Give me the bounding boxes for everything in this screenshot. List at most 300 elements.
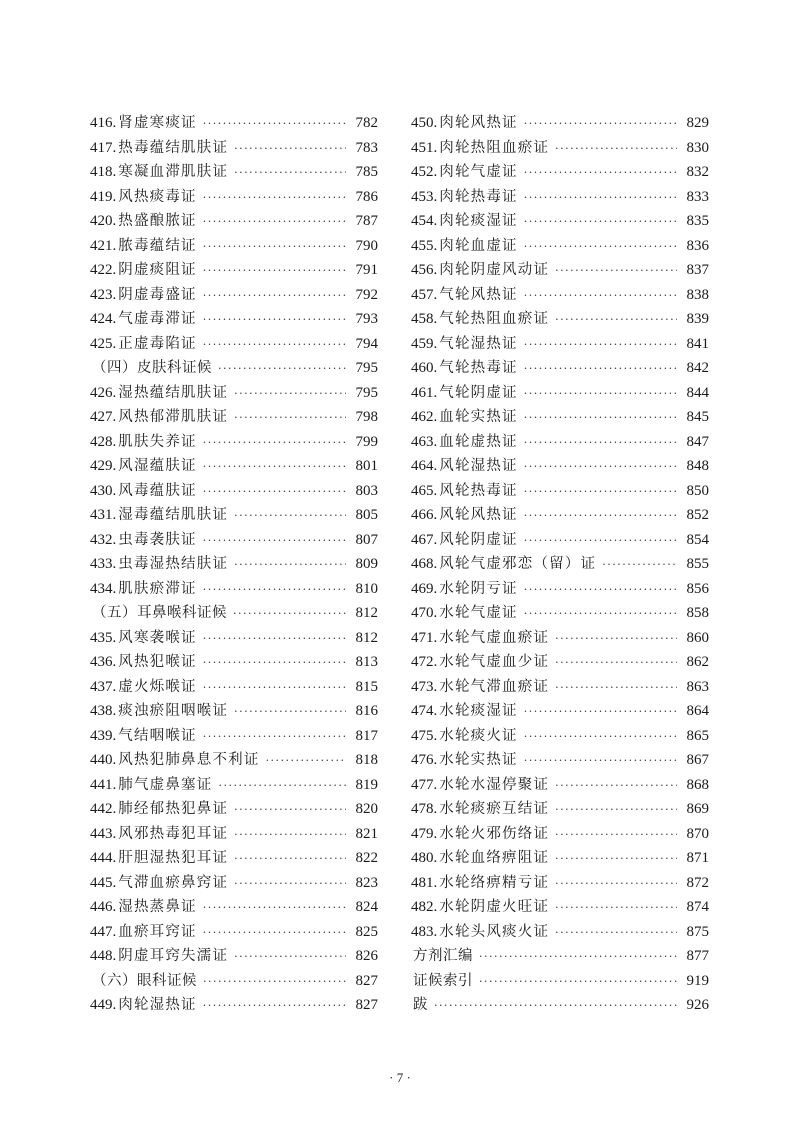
toc-entry[interactable]	[411, 675, 709, 700]
dot-leader	[218, 357, 346, 382]
entry-title: 脓毒蕴结证	[118, 237, 197, 254]
toc-entry[interactable]	[90, 234, 378, 259]
entry-page-number: 833	[686, 188, 709, 205]
toc-entry[interactable]	[90, 871, 378, 896]
entry-page-number: 827	[355, 972, 378, 989]
entry-title: 水轮水湿停聚证	[439, 776, 550, 793]
entry-page-number: 785	[355, 164, 378, 180]
dot-leader	[234, 504, 346, 529]
entry-title: 气轮湿热证	[439, 335, 518, 352]
entry-number: 477.	[411, 776, 438, 793]
entry-number: 476.	[411, 752, 438, 768]
entry-title: 水轮痰火证	[439, 727, 518, 744]
entry-page-number: 803	[355, 482, 378, 499]
toc-entry[interactable]	[411, 552, 709, 577]
toc-entry[interactable]	[90, 822, 378, 847]
toc-entry[interactable]	[90, 675, 378, 700]
dot-leader	[479, 970, 677, 995]
entry-page-number: 819	[355, 776, 378, 793]
dot-leader	[203, 921, 346, 946]
entry-title: 风轮风热证	[439, 507, 518, 523]
dot-leader	[203, 235, 346, 260]
entry-number: 416.	[90, 115, 117, 131]
entry-page-number: 818	[355, 752, 378, 768]
toc-entry[interactable]	[90, 430, 378, 455]
toc-entry[interactable]	[90, 626, 378, 651]
dot-leader	[234, 847, 346, 872]
toc-entry[interactable]	[90, 650, 378, 675]
entry-page-number: 863	[686, 678, 709, 695]
entry-number: 449.	[90, 997, 117, 1013]
dot-leader	[234, 700, 346, 725]
entry-page-number: 874	[686, 899, 709, 915]
dot-leader	[524, 749, 677, 774]
entry-page-number: 795	[355, 384, 378, 401]
toc-entry[interactable]	[90, 724, 378, 749]
entry-title: 水轮气虚证	[439, 605, 518, 621]
toc-entry[interactable]	[90, 993, 378, 1018]
entry-page-number: 783	[355, 139, 378, 156]
entry-title: 风热郁滞肌肤证	[118, 409, 229, 425]
entry-title: 气结咽喉证	[118, 727, 197, 744]
dot-leader	[203, 284, 346, 309]
toc-entry[interactable]	[411, 111, 709, 136]
dot-leader	[203, 480, 346, 505]
section-title: 方剂汇编	[413, 948, 473, 964]
toc-entry[interactable]	[90, 944, 378, 969]
entry-number: 429.	[90, 458, 117, 474]
toc-entry[interactable]	[90, 381, 378, 406]
toc-section-heading[interactable]	[411, 969, 709, 994]
entry-title: 风湿蕴肤证	[118, 458, 197, 474]
entry-number: 467.	[411, 531, 438, 548]
dot-leader	[203, 994, 346, 1019]
entry-number: 445.	[90, 874, 117, 891]
dot-leader	[524, 235, 677, 260]
entry-title: 虫毒湿热结肤证	[118, 556, 229, 572]
entry-page-number: 844	[686, 384, 709, 401]
dot-leader	[203, 186, 346, 211]
dot-leader	[203, 578, 346, 603]
toc-entry[interactable]	[411, 822, 709, 847]
toc-entry[interactable]	[411, 773, 709, 798]
entry-title: 气轮风热证	[439, 286, 518, 303]
toc-entry[interactable]	[411, 699, 709, 724]
dot-leader	[203, 455, 346, 480]
entry-number: 480.	[411, 850, 438, 866]
dot-leader	[524, 431, 677, 456]
dot-leader	[479, 945, 677, 970]
dot-leader	[234, 945, 346, 970]
entry-page-number: 824	[355, 899, 378, 915]
entry-page-number: 821	[355, 825, 378, 842]
toc-entry[interactable]	[411, 601, 709, 626]
dot-leader	[203, 970, 346, 995]
entry-page-number: 870	[686, 825, 709, 842]
entry-number: 465.	[411, 482, 438, 499]
dot-leader	[524, 480, 677, 505]
entry-page-number: 842	[686, 360, 709, 376]
toc-entry[interactable]	[90, 920, 378, 945]
entry-page-number: 847	[686, 433, 709, 450]
dot-leader	[234, 823, 346, 848]
entry-page-number: 872	[686, 874, 709, 891]
toc-entry[interactable]	[90, 846, 378, 871]
entry-page-number: 812	[355, 629, 378, 646]
entry-title: 水轮气虚血少证	[439, 654, 550, 670]
entry-title: 热盛酿脓证	[118, 213, 197, 229]
entry-title: 风邪热毒犯耳证	[118, 825, 229, 842]
toc-entry[interactable]	[90, 699, 378, 724]
entry-page-number: 868	[686, 776, 709, 793]
dot-leader	[524, 284, 677, 309]
entry-number: 470.	[411, 605, 438, 621]
toc-entry[interactable]	[411, 258, 709, 283]
dot-leader	[524, 161, 677, 186]
entry-title: 水轮气滞血瘀证	[439, 678, 550, 695]
entry-page-number: 845	[686, 409, 709, 425]
toc-entry[interactable]	[411, 356, 709, 381]
entry-page-number: 782	[355, 115, 378, 131]
entry-title: 气虚毒滞证	[118, 311, 197, 327]
toc-entry[interactable]	[411, 626, 709, 651]
toc-entry[interactable]	[90, 528, 378, 553]
entry-title: 气轮热毒证	[439, 360, 518, 376]
toc-entry[interactable]	[411, 307, 709, 332]
entry-number: 460.	[411, 360, 438, 376]
entry-title: 阴虚耳窍失濡证	[118, 948, 229, 964]
entry-number: 441.	[90, 776, 117, 793]
entry-page-number: 855	[686, 556, 709, 572]
dot-leader	[218, 774, 346, 799]
entry-page-number: 787	[355, 213, 378, 229]
entry-number: 423.	[90, 286, 117, 303]
entry-page-number: 836	[686, 237, 709, 254]
entry-title: 热毒蕴结肌肤证	[118, 139, 229, 156]
toc-entry[interactable]	[90, 405, 378, 430]
dot-leader	[555, 847, 677, 872]
entry-title: 肉轮血虚证	[439, 237, 518, 254]
toc-entry[interactable]	[411, 283, 709, 308]
dot-leader	[203, 529, 346, 554]
toc-entry[interactable]	[90, 552, 378, 577]
toc-section-heading[interactable]	[90, 969, 378, 994]
dot-leader	[555, 798, 677, 823]
toc-entry[interactable]	[90, 577, 378, 602]
entry-title: 气滞血瘀鼻窍证	[118, 874, 229, 891]
entry-number: 479.	[411, 825, 438, 842]
entry-number: 472.	[411, 654, 438, 670]
toc-right-column	[411, 111, 709, 1018]
dot-leader	[524, 578, 677, 603]
dot-leader	[203, 112, 346, 137]
toc-entry[interactable]	[90, 748, 378, 773]
entry-title: 水轮头风痰火证	[439, 923, 550, 940]
entry-title: 水轮阴虚火旺证	[439, 899, 550, 915]
toc-entry[interactable]	[411, 528, 709, 553]
entry-number: 469.	[411, 580, 438, 597]
entry-title: 肌肤瘀滞证	[118, 580, 197, 597]
entry-number: 454.	[411, 213, 438, 229]
dot-leader	[524, 333, 677, 358]
dot-leader	[234, 161, 346, 186]
entry-page-number: 798	[355, 409, 378, 425]
toc-entry[interactable]	[411, 503, 709, 528]
toc-entry[interactable]	[90, 111, 378, 136]
entry-number: 457.	[411, 286, 438, 303]
entry-title: 血轮虚热证	[439, 433, 518, 450]
entry-page-number: 838	[686, 286, 709, 303]
dot-leader	[203, 651, 346, 676]
entry-page-number: 926	[686, 997, 709, 1013]
dot-leader	[555, 308, 677, 333]
entry-number: 426.	[90, 384, 117, 401]
page-number: · 7 ·	[389, 1070, 411, 1085]
entry-title: 水轮络痹精亏证	[439, 874, 550, 891]
entry-title: 水轮实热证	[439, 752, 518, 768]
dot-leader	[524, 112, 677, 137]
entry-number: 438.	[90, 703, 117, 719]
toc-entry[interactable]	[90, 307, 378, 332]
entry-title: 气轮阴虚证	[439, 384, 518, 401]
entry-number: 451.	[411, 139, 438, 156]
entry-number: 450.	[411, 115, 438, 131]
toc-entry[interactable]	[411, 185, 709, 210]
entry-page-number: 820	[355, 801, 378, 817]
entry-page-number: 793	[355, 311, 378, 327]
entry-page-number: 795	[355, 360, 378, 376]
entry-page-number: 919	[686, 972, 709, 989]
dot-leader	[234, 798, 346, 823]
dot-leader	[524, 210, 677, 235]
entry-title: 阴虚毒盛证	[118, 286, 197, 303]
toc-section-heading[interactable]	[411, 944, 709, 969]
dot-leader	[524, 602, 677, 627]
entry-title: 水轮气虚血瘀证	[439, 629, 550, 646]
dot-leader	[203, 308, 346, 333]
toc-entry[interactable]	[90, 332, 378, 357]
toc-entry[interactable]	[90, 160, 378, 185]
entry-page-number: 807	[355, 531, 378, 548]
entry-title: 风轮湿热证	[439, 458, 518, 474]
entry-page-number: 799	[355, 433, 378, 450]
toc-entry[interactable]	[90, 895, 378, 920]
entry-page-number: 829	[686, 115, 709, 131]
dot-leader	[234, 553, 346, 578]
toc-entry[interactable]	[90, 479, 378, 504]
entry-number: 418.	[90, 164, 117, 180]
entry-number: 478.	[411, 801, 438, 817]
entry-number: 432.	[90, 531, 117, 548]
toc-entry[interactable]	[90, 454, 378, 479]
entry-number: 456.	[411, 262, 438, 278]
toc-entry[interactable]	[90, 503, 378, 528]
dot-leader	[524, 455, 677, 480]
entry-number: 453.	[411, 188, 438, 205]
entry-title: 风毒蕴肤证	[118, 482, 197, 499]
entry-number: 468.	[411, 556, 438, 572]
entry-number: 481.	[411, 874, 438, 891]
entry-number: 452.	[411, 164, 438, 180]
entry-page-number: 877	[686, 948, 709, 964]
entry-number: 422.	[90, 262, 117, 278]
toc-entry[interactable]	[411, 846, 709, 871]
toc-entry[interactable]	[411, 405, 709, 430]
entry-number: 435.	[90, 629, 117, 646]
dot-leader	[555, 259, 677, 284]
entry-title: 水轮痰瘀互结证	[439, 801, 550, 817]
entry-number: 466.	[411, 507, 438, 523]
toc-entry[interactable]	[411, 577, 709, 602]
entry-number: 424.	[90, 311, 117, 327]
section-title: 证候索引	[413, 972, 473, 989]
entry-title: 虫毒袭肤证	[118, 531, 197, 548]
dot-leader	[234, 137, 346, 162]
entry-number: 436.	[90, 654, 117, 670]
dot-leader	[555, 651, 677, 676]
entry-title: 风轮气虚邪恋（留）证	[439, 556, 597, 572]
dot-leader	[234, 406, 346, 431]
dot-leader	[524, 382, 677, 407]
toc-entry[interactable]	[411, 430, 709, 455]
entry-title: 肉轮热毒证	[439, 188, 518, 205]
toc-entry[interactable]	[411, 234, 709, 259]
entry-number: 444.	[90, 850, 117, 866]
entry-number: 482.	[411, 899, 438, 915]
dot-leader	[555, 872, 677, 897]
toc-entry[interactable]	[411, 454, 709, 479]
entry-number: 475.	[411, 727, 438, 744]
toc-entry[interactable]	[411, 209, 709, 234]
entry-number: 443.	[90, 825, 117, 842]
entry-page-number: 817	[355, 727, 378, 744]
toc-entry[interactable]	[411, 136, 709, 161]
section-title: （五）耳鼻喉科证候	[92, 605, 227, 621]
entry-number: 463.	[411, 433, 438, 450]
toc-entry[interactable]	[411, 797, 709, 822]
toc-entry[interactable]	[411, 724, 709, 749]
entry-title: 水轮火邪伤络证	[439, 825, 550, 842]
dot-leader	[524, 700, 677, 725]
entry-number: 437.	[90, 678, 117, 695]
toc-entry[interactable]	[90, 797, 378, 822]
entry-page-number: 860	[686, 629, 709, 646]
toc-entry[interactable]	[411, 895, 709, 920]
toc-entry[interactable]	[90, 773, 378, 798]
toc-entry[interactable]	[411, 650, 709, 675]
entry-page-number: 825	[355, 923, 378, 940]
toc-entry[interactable]	[90, 185, 378, 210]
entry-number: 464.	[411, 458, 438, 474]
entry-number: 446.	[90, 899, 117, 915]
toc-section-heading[interactable]	[90, 356, 378, 381]
entry-page-number: 794	[355, 335, 378, 352]
entry-title: 肝胆湿热犯耳证	[118, 850, 229, 866]
section-title: （六）眼科证候	[92, 972, 197, 989]
toc-section-heading[interactable]	[411, 993, 709, 1018]
entry-page-number: 871	[686, 850, 709, 866]
toc-entry[interactable]	[411, 160, 709, 185]
dot-leader	[555, 627, 677, 652]
dot-leader	[524, 406, 677, 431]
toc-entry[interactable]	[411, 748, 709, 773]
entry-page-number: 856	[686, 580, 709, 597]
entry-title: 风轮阴虚证	[439, 531, 518, 548]
entry-number: 417.	[90, 139, 117, 156]
dot-leader	[555, 823, 677, 848]
toc-entry[interactable]	[411, 871, 709, 896]
entry-title: 肉轮痰湿证	[439, 213, 518, 229]
entry-page-number: 867	[686, 752, 709, 768]
toc-entry[interactable]	[411, 332, 709, 357]
toc-entry[interactable]	[90, 136, 378, 161]
entry-page-number: 850	[686, 482, 709, 499]
entry-page-number: 815	[355, 678, 378, 695]
entry-page-number: 813	[355, 654, 378, 670]
toc-left-column	[90, 111, 378, 1018]
toc-entry[interactable]	[411, 479, 709, 504]
dot-leader	[524, 504, 677, 529]
entry-title: 正虚毒陷证	[118, 335, 197, 352]
entry-number: 420.	[90, 213, 117, 229]
toc-entry[interactable]	[411, 381, 709, 406]
entry-title: 风热犯喉证	[118, 654, 197, 670]
entry-page-number: 786	[355, 188, 378, 205]
entry-page-number: 826	[355, 948, 378, 964]
dot-leader	[434, 994, 677, 1019]
dot-leader	[555, 774, 677, 799]
dot-leader	[555, 676, 677, 701]
entry-title: 水轮血络痹阻证	[439, 850, 550, 866]
entry-title: 肉轮风热证	[439, 115, 518, 131]
toc-entry[interactable]	[90, 258, 378, 283]
entry-number: 434.	[90, 580, 117, 597]
toc-entry[interactable]	[90, 209, 378, 234]
entry-number: 458.	[411, 311, 438, 327]
entry-page-number: 848	[686, 458, 709, 474]
toc-section-heading[interactable]	[90, 601, 378, 626]
entry-number: 459.	[411, 335, 438, 352]
entry-number: 474.	[411, 703, 438, 719]
entry-number: 447.	[90, 923, 117, 940]
entry-page-number: 835	[686, 213, 709, 229]
entry-number: 419.	[90, 188, 117, 205]
entry-page-number: 822	[355, 850, 378, 866]
entry-number: 431.	[90, 507, 117, 523]
entry-number: 473.	[411, 678, 438, 695]
dot-leader	[203, 676, 346, 701]
entry-number: 428.	[90, 433, 117, 450]
entry-page-number: 875	[686, 923, 709, 940]
toc-entry[interactable]	[411, 920, 709, 945]
entry-number: 448.	[90, 948, 117, 964]
entry-title: 肺气虚鼻塞证	[118, 776, 213, 793]
entry-page-number: 816	[355, 703, 378, 719]
entry-title: 湿热蒸鼻证	[118, 899, 197, 915]
entry-number: 439.	[90, 727, 117, 744]
entry-page-number: 812	[355, 605, 378, 621]
entry-number: 430.	[90, 482, 117, 499]
dot-leader	[203, 896, 346, 921]
entry-title: 肉轮湿热证	[118, 997, 197, 1013]
entry-title: 肾虚寒痰证	[118, 115, 197, 131]
toc-entry[interactable]	[90, 283, 378, 308]
entry-page-number: 830	[686, 139, 709, 156]
dot-leader	[203, 431, 346, 456]
entry-title: 肉轮阴虚风动证	[439, 262, 550, 278]
entry-title: 肌肤失养证	[118, 433, 197, 450]
entry-page-number: 809	[355, 556, 378, 572]
